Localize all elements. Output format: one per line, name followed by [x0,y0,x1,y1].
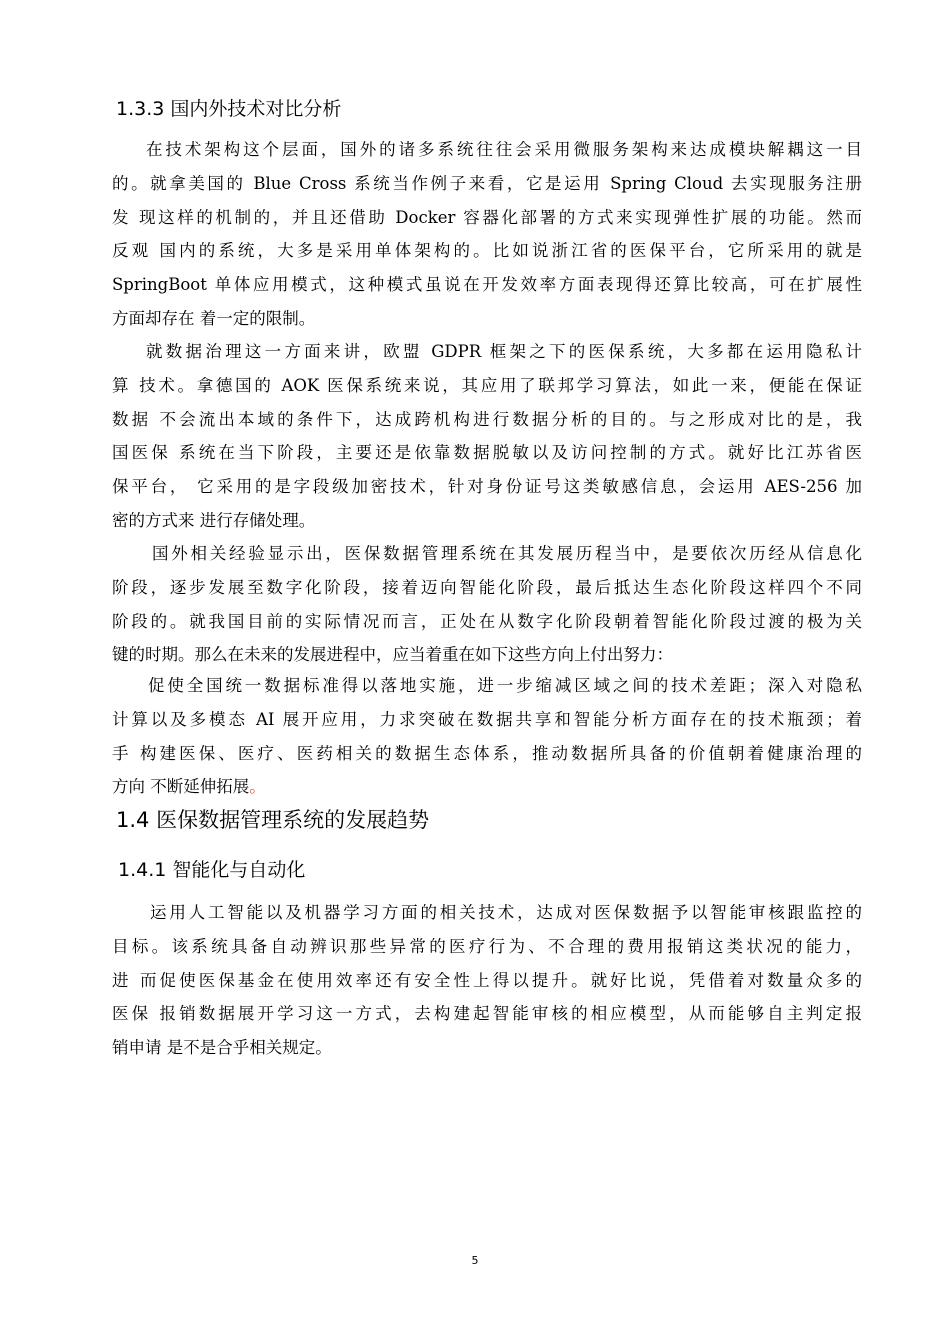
text-line: 运用人工智能以及机器学习方面的相关技术，达成对医保数据予以智能审核跟监控的 [150,903,862,922]
text-line: 密的方式来 进行存储处理。 [112,510,316,530]
text-line: 键的时期。那么在未来的发展进程中，应当着重在如下这些方向上付出努力： [112,645,673,665]
trailing-period-mark: 。 [249,777,266,797]
text-line: 反观 国内的系统，大多是采用单体架构的。比如说浙江省的医保平台，它所采用的就是 [112,241,862,261]
text-line: 数据 不会流出本域的条件下，达成跨机构进行数据分析的目的。与之形成对比的是，我 [112,409,862,429]
page-number: 5 [471,1254,479,1267]
text-line: 发 现这样的机制的，并且还借助 Docker 容器化部署的方式来实现弹性扩展的功能。然而 [112,207,862,227]
text-line: 阶段的。就我国目前的实际情况而言，正处在从数字化阶段朝着智能化阶段过渡的极为关 [112,611,862,631]
text-line: SpringBoot 单体应用模式，这种模式虽说在开发效率方面表现得还算比较高，可在扩展性 [112,275,862,295]
section-heading-1-4-1: 1.4.1 智能化与自动化 [118,859,306,881]
paragraph-architecture [112,133,862,336]
section-heading-1-4: 1.4 医保数据管理系统的发展趋势 [116,808,430,832]
text-line: 促使全国统一数据标准得以落地实施，进一步缩减区域之间的技术差距；深入对隐私 [148,676,862,695]
text-line: 阶段，逐步发展至数字化阶段，接着迈向智能化阶段，最后抵达生态化阶段这样四个不同 [112,577,862,597]
text-line: 国外相关经验显示出，医保数据管理系统在其发展历程当中，是要依次历经从信息化 [152,544,862,563]
text-line: 进 而促使医保基金在使用效率还有安全性上得以提升。就好比说，凭借着对数量众多的 [112,970,862,990]
text-line: 保平台， 它采用的是字段级加密技术，针对身份证号这类敏感信息，会运用 AES-256 加 [112,477,862,497]
text-line: 方面却存在 着一定的限制。 [112,308,316,328]
paragraph-foreign-experience [112,537,862,672]
text-line: 在技术架构这个层面，国外的诸多系统往往会采用微服务架构来达成模块解耦这一目 [146,140,862,159]
text-line: 销申请 是不是合乎相关规定。 [112,1038,332,1058]
paragraph-future-directions [112,669,862,804]
paragraph-data-governance [112,335,862,538]
text-line: 国医保 系统在当下阶段，主要还是依靠数据脱敏以及访问控制的方式。就好比江苏省医 [112,443,862,463]
text-line: 目标。该系统具备自动辨识那些异常的医疗行为、不合理的费用报销这类状况的能力， [112,936,862,956]
text-line-content: 方向 不断延伸拓展 [112,777,250,797]
text-line [112,770,862,804]
text-line: 医保 报销数据展开学习这一方式，去构建起智能审核的相应模型，从而能够自主判定报 [112,1004,862,1024]
paragraph-intelligent-automation [112,896,862,1065]
text-line: 算 技术。拿德国的 AOK 医保系统来说，其应用了联邦学习算法，如此一来，便能在保证 [112,375,862,395]
text-line: 计算以及多模态 AI 展开应用，力求突破在数据共享和智能分析方面存在的技术瓶颈；着 [112,709,862,729]
text-line: 就数据治理这一方面来讲，欧盟 GDPR 框架之下的医保系统，大多都在运用隐私计 [146,342,862,361]
text-line: 手 构建医保、医疗、医药相关的数据生态体系，推动数据所具备的价值朝着健康治理的 [112,743,862,763]
text-line: 的。就拿美国的 Blue Cross 系统当作例子来看，它是运用 Spring Cloud 去实现服务注册 [112,173,862,193]
section-heading-1-3-3: 1.3.3 国内外技术对比分析 [116,98,342,120]
